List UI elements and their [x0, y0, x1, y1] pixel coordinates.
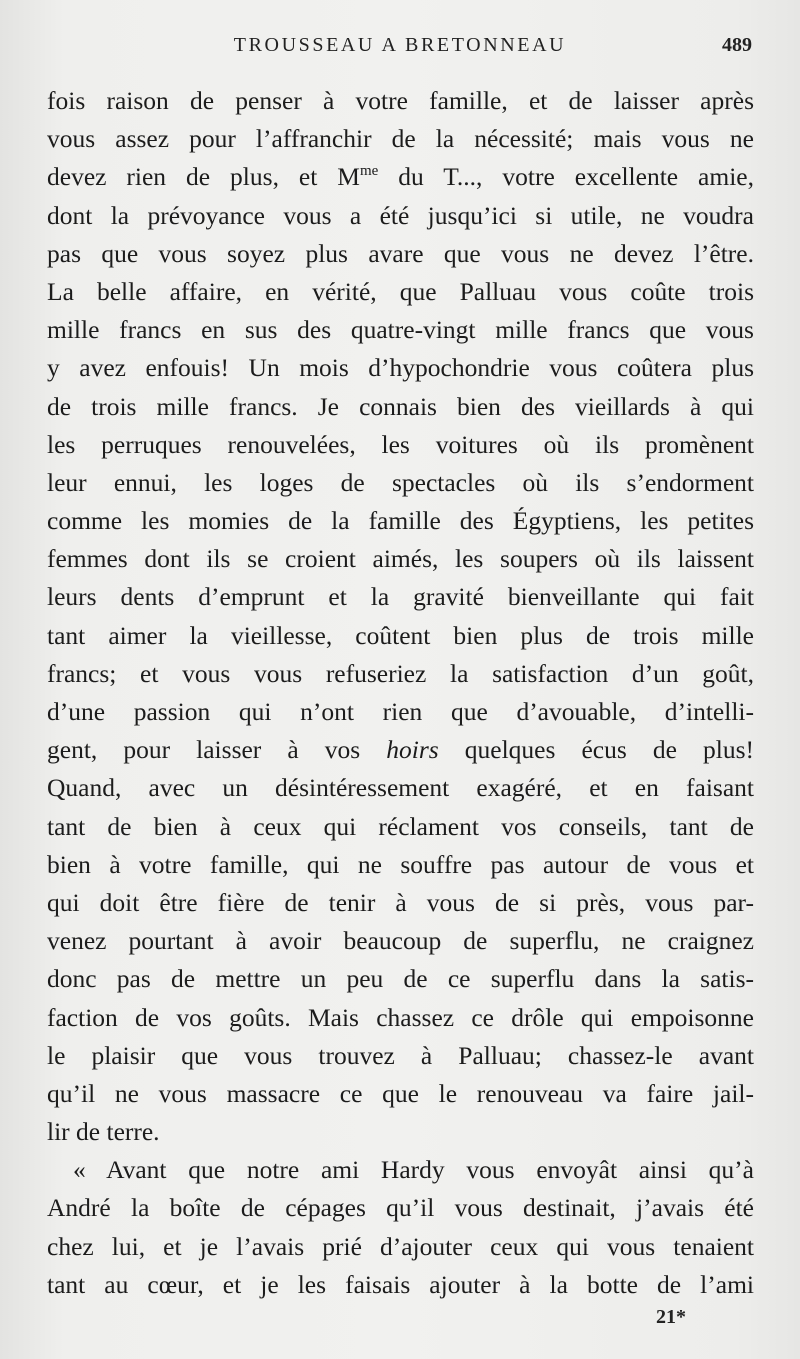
body-text: [47, 82, 754, 1304]
italic-word: hoirs: [386, 735, 439, 765]
text-line: leurs dents d’emprunt et la gravité bienveillante qui fait: [47, 582, 754, 612]
text-line: de trois mille francs. Je connais bien des vieillards à qui: [47, 391, 754, 421]
running-title: TROUSSEAU A BRETONNEAU: [233, 34, 567, 56]
printer-signature-mark: 21*: [656, 1306, 686, 1328]
text-segment: devez rien de plus, et M: [47, 162, 360, 192]
running-head: [48, 34, 752, 58]
text-line: d’une passion qui n’ont rien que d’avouable, d’intelli-: [47, 697, 754, 726]
text-segment: gent, pour laisser à vos: [47, 735, 387, 765]
text-line: [47, 158, 754, 196]
text-line: venez pourtant à avoir beaucoup de superflu, ne craignez: [47, 926, 754, 956]
text-line: chez lui, et je l’avais prié d’ajouter ceux qui vous tenaient: [47, 1231, 754, 1261]
text-line: tant au cœur, et je les faisais ajouter à la botte de l’ami: [47, 1269, 754, 1299]
text-line: francs; et vous vous refuseriez la satisfaction d’un goût,: [47, 658, 754, 688]
text-line: y avez enfouis! Un mois d’hypochondrie vous coûtera plus: [47, 353, 754, 383]
text-segment: du T..., votre excellente amie,: [378, 162, 754, 192]
text-line: bien à votre famille, qui ne souffre pas autour de vous et: [47, 849, 754, 879]
text-line: pas que vous soyez plus avare que vous ne devez l’être.: [47, 238, 754, 268]
text-line: « Avant que notre ami Hardy vous envoyât ainsi qu’à: [73, 1155, 754, 1185]
text-line: qu’il ne vous massacre ce que le renouveau va faire jail-: [47, 1078, 754, 1108]
text-line: comme les momies de la famille des Égyptiens, les petites: [47, 506, 754, 536]
text-line: vous assez pour l’affranchir de la nécessité; mais vous ne: [47, 124, 754, 154]
text-line: les perruques renouvelées, les voitures où ils promènent: [47, 429, 754, 459]
text-segment: quelques écus de plus!: [438, 735, 755, 765]
text-line: La belle affaire, en vérité, que Palluau vous coûte trois: [47, 276, 754, 306]
text-line: faction de vos goûts. Mais chassez ce drôle qui empoisonne: [47, 1002, 754, 1032]
text-line: fois raison de penser à votre famille, et de laisser après: [47, 86, 754, 115]
text-line: [47, 731, 754, 769]
text-line: tant aimer la vieillesse, coûtent bien plus de trois mille: [47, 620, 754, 650]
page-number: 489: [722, 34, 752, 56]
text-line: qui doit être fière de tenir à vous de si près, vous par-: [47, 887, 754, 917]
text-line: mille francs en sus des quatre-vingt mille francs que vous: [47, 315, 754, 345]
text-line: femmes dont ils se croient aimés, les soupers où ils laissent: [47, 544, 754, 574]
text-line: Quand, avec un désintéressement exagéré, et en faisant: [47, 773, 754, 803]
superscript: me: [359, 163, 379, 180]
text-line: tant de bien à ceux qui réclament vos conseils, tant de: [47, 811, 754, 841]
text-line: dont la prévoyance vous a été jusqu’ici si utile, ne voudra: [47, 200, 754, 230]
text-line: donc pas de mettre un peu de ce superflu dans la satis-: [47, 964, 754, 994]
text-line: lir de terre.: [47, 1117, 160, 1147]
text-line: le plaisir que vous trouvez à Palluau; chassez-le avant: [47, 1040, 754, 1070]
text-line: André la boîte de cépages qu’il vous destinait, j’avais été: [47, 1193, 754, 1223]
text-line: leur ennui, les loges de spectacles où ils s’endorment: [47, 467, 754, 497]
